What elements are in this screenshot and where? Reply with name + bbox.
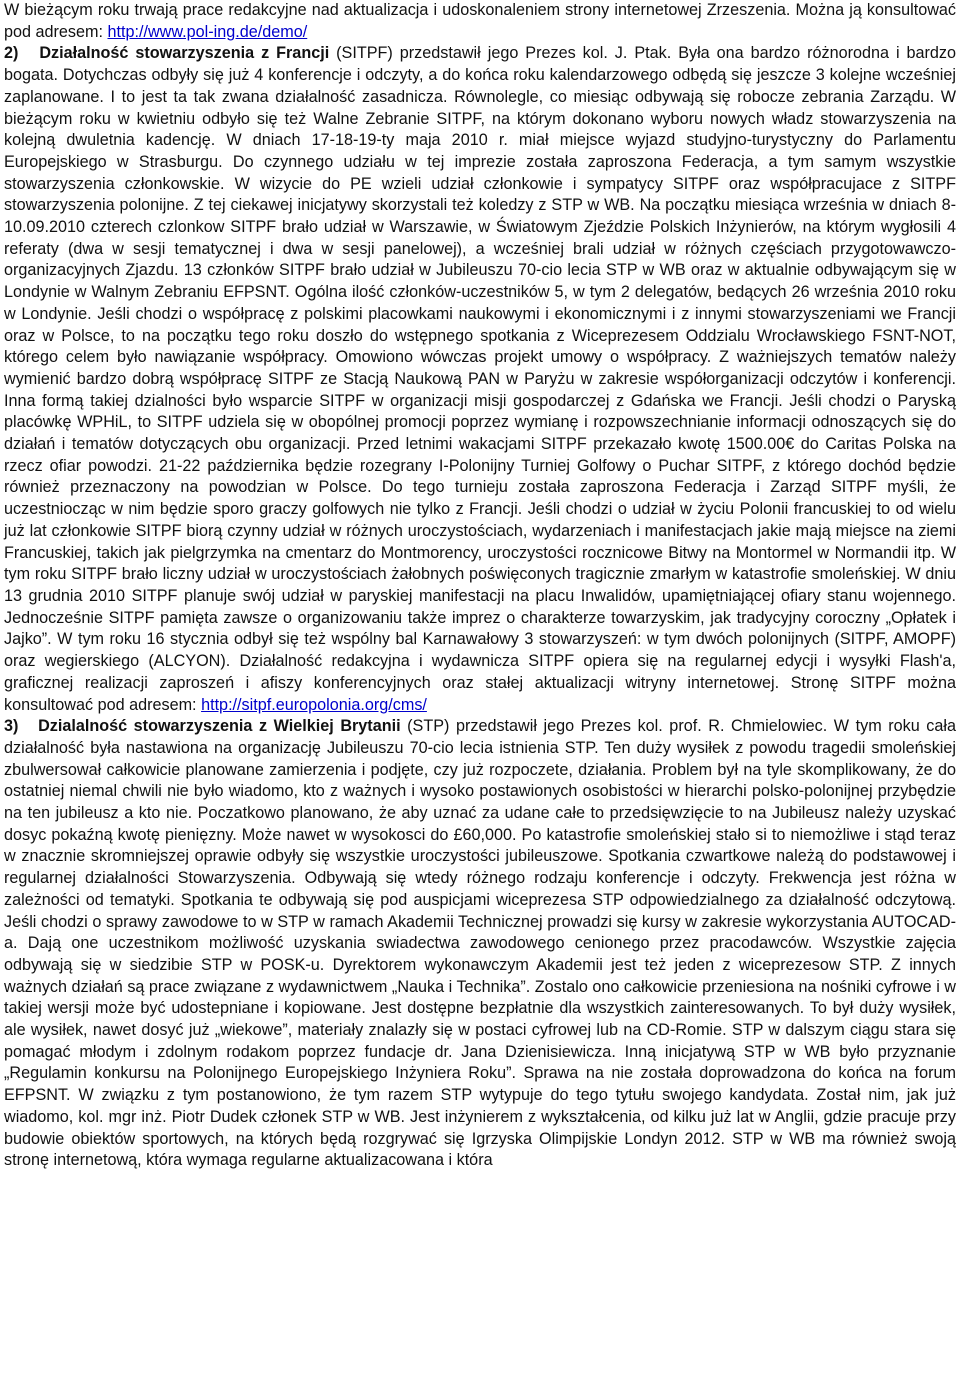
website-update-text: W bieżącym roku trwają prace redakcyjne nad aktualizacja i udoskonaleniem strony internetowej Zrzeszenia. bbox=[4, 1, 791, 19]
section-uk bbox=[4, 716, 956, 1172]
section-france-number: 2) bbox=[4, 44, 19, 63]
section-uk-body: (STP) przedstawił jego Prezes kol. prof. R. Chmielowiec. W tym roku cała działalność była nastawiona na organizację Jubileuszu 70-cio lecia istnienia STP. Ten duży wysiłek z powodu tragedii smoleńskiej zbulwersował całkowicie planowane zamierzenia i podjęte, czy już rozpoczete, działania. Problem był na tyle skomplikowany, że do ostatniej niemal chwili nie było wiadomo, kto z ważnych i wysoko postawionych osobistości w hierarchi polsko-polonijnej przybędzie na ten jubileusz a kto nie. Poczatkowo planowano, że aby uznać za udane całe to przedsięwzięcie to na Jubileusz należy uzyskać dosyc pokaźną kwotę pienięzny. Może nawet w wysokosci do £60,000. Po katastrofie smoleńskiej stało si to niemożliwe i stąd teraz w znacznie skromniejszej oprawie odbyły się wszystkie uroczystości jubileuszowe. Spotkania czwartkowe należą do podstawowej i regularnej działalności Stowarzyszenia. Odbywają się wtedy różnego rodzaju konferencje i odczyty. Frekwencja jest różna w zależności od tematyki. Spotkania te odbywają się pod auspicjami wiceprezesa STP odpowiedzialnego za działalność odczytową. Jeśli chodzi o sprawy zawodowe to w STP w ramach Akademii Technicznej prowadzi się kursy w zakresie wykorzystania AUTOCAD-a. Dają one uczestnikom możliwość uzyskania swiadectwa zawodowego cenionego przez pracodawców. Wszystkie zajęcia odbywają się w siedzibie STP w POSK-u. Dyrektorem wykonawczym Akademii jest też jeden z wiceprezesow STP. Z innych ważnych działań są prace związane z wydawnictwem „Nauka i Technika”. Zostalo ono całkowicie przeniesiona na nośniki cyfrowe i w takiej wersji może być udostepniane i kopiowane. Jest dostępne bezpłatnie dla wszystkich zainteresowanych. To był duży wysiłek, ale wysiłek, nawet dosyć już „wiekowe”, materiały znalazły się w postaci cyfrowej lub na CD-Romie. STP w dalszym ciągu stara się pomagać młodym i zdolnym rodakom poprzez fundacje dr. Jana Dzienisiewicza. Inną inicjatywą STP w WB było przyznanie „Regulamin konkursu na Polonijnego Europejskiego Inżyniera Roku”. Sprawa na nie została doprowadzona do końca na forum EFPSNT. W związku z tym postanowiono, że tym razem STP wytypuje do tego tytułu swojego kandydata. Został nim, jak już wiadomo, kol. mgr inż. Piotr Dudek członek STP w WB. Jest inżynierem z wykształcenia, od kilku już lat w Anglii, gdzie pracuje przy budowie obiektów sportowych, na których będą rozgrywać się Igrzyska Olimpijskie Londyn 2012. STP w WB ma również swoją stronę internetową, która wymaga regularne aktualizacowana i która bbox=[4, 717, 956, 1170]
section-france-body: (SITPF) przedstawił jego Prezes kol. J. Ptak. Była ona bardzo różnorodna i bardzo bogata. Dotychczas odbyły się już 4 konferencje i odczyty, a do końca roku kalendarzowego odbędą się jeszcze 3 kolejne wcześniej zaplanowane. I to jest ta tak zwana działalność zasadnicza. Równolegle, co miesiąc odbywają się robocze zebrania Zarządu. W bieżącym roku w kwietniu odbyło się też Walne Zebranie SITPF, na którym dokonano wyboru nowych władz stowarzyszenia na kolejną dwuletnia kadencję. W dniach 17-18-19-ty maja 2010 r. miał miejsce wyjazd studyjno-turystyczny do Parlamentu Europejskiego w Strasburgu. Do czynnego udziału w tej imprezie została zaproszona Federacja, a tym samym wszystkie stowarzyszenia członkowskie. W wizycie do PE wzieli udział członkowie i sympatycy SITPF oraz współpracujace z SITPF stowarzyszenia polonijne. Z tej ciekawej inicjatywy skorzystali też koledzy z STP w WB. Na początku miesiąca września w dniach 8-10.09.2010 czterech czlonkow SITPF brało udział w Warszawie, w Światowym Zjeździe Polskich Inżynierów, na którym wygłosili 4 referaty (dwa w sesji tematycznej i dwa w sesji panelowej), a wcześniej brali udział w różnych częściach przygotowawczo-organizacyjnych Zjazdu. 13 członków SITPF brało udział w Jubileuszu 70-cio lecia STP w WB oraz w aktualnie odbywającym się w Londynie w Walnym Zebraniu EFPSNT. Ogólna ilość członków-uczestników 5, w tym 2 delegatów, bedących 26 września 2010 roku w Londynie. Jeśli chodzi o współpracę z polskimi placowkami naukowymi i ekonomicznymi i z innymi stowarzyszeniami we Francji oraz w Polsce, to na początku tego roku doszło do wstępnego spotkania z Wiceprezesem Oddzialu Wrocławskiego FSNT-NOT, którego celem było nawiązanie współpracy. Omowiono wówczas projekt umowy o współpracy. Z ważniejszych tematów należy wymienić bardzo dobrą współpracę SITPF ze Stacją Naukową PAN w Paryżu w zakresie współorganizacji odczytów i konferencji. Inna formą takiej dzialności było wsparcie SITPF w organizacji misji gospodarczej z Gdańska we Francji. Jeśli chodzi o Paryską placówkę WPHiL, to SITPF udziela się w obopólnej promocji poprzez wymianę i rozpowszechnianie informacji odnoszących się do działań i tematów dotyczących obu organizacji. Przed letnimi wakacjami SITPF przekazało kwotę 1500.00€ do Caritas Polska na rzecz ofiar powodzi. 21-22 października będzie rozegrany I-Polonijny Turniej Golfowy o Puchar SITPF, z którego dochód będzie również przeznaczony na powodzian w Polsce. Do tego turnieju została zaproszona Federacja i Zarząd SITPF myśli, że uczestniocząc w nim będzie sporo graczy golfowych nie tylko z Francji. Jeśli chodzi o udział w życiu Polonii francuskiej to od wielu już lat członkowie SITPF biorą czynny udział w różnych uroczystościach, wydarzeniach i manifestacjach jakie mają miejsce na ziemi Francuskiej, takich jak pielgrzymka na cmentarz do Montmorency, uroczystości rocznicowe Bitwy na Montormel w Normandii itp. W tym roku SITPF brało liczny udział w uroczystościach żałobnych poświęconych tragicznie zmarłym w katastrofie smoleńskiej. W dniu 13 grudnia 2010 SITPF planuje swój udział w paryskiej manifestacji na placu Inwalidów, upamiętniającej ofiary stanu wojennego. Jednocześnie SITPF pamięta zawsze o organizowaniu także imprez o charakterze towarzyskim, jak tradycyjny coroczny „Opłatek i Jajko”. W tym roku 16 stycznia odbył się też wspólny bal Karnawałowy 3 stowarzyszeń: w tym dwóch polonijnych (SITPF, AMOPF) oraz wegierskiego (ALCYON). Działalność redakcyjna i wydawnicza SITPF opiera się na regularnej edycji i wysyłki Flash'a, graficznej realizacji zaproszeń i afiszy konferencyjnych oraz stałej aktualizacji witryny internetowej. Stronę SITPF można konsultować pod adresem: bbox=[4, 44, 957, 714]
section-uk-heading: Dzialalność stowarzyszenia z Wielkiej Brytanii bbox=[38, 717, 401, 736]
paragraph-website-update bbox=[4, 0, 956, 43]
website-consult-text: Można ją konsultować pod adresem: bbox=[4, 1, 956, 41]
section-france-heading: Działalność stowarzyszenia z Francji bbox=[39, 44, 330, 63]
section-france bbox=[4, 43, 956, 716]
section-uk-number: 3) bbox=[4, 717, 19, 736]
pol-ing-link[interactable]: http://www.pol-ing.de/demo/ bbox=[107, 22, 308, 41]
sitpf-link[interactable]: http://sitpf.europolonia.org/cms/ bbox=[201, 695, 427, 714]
